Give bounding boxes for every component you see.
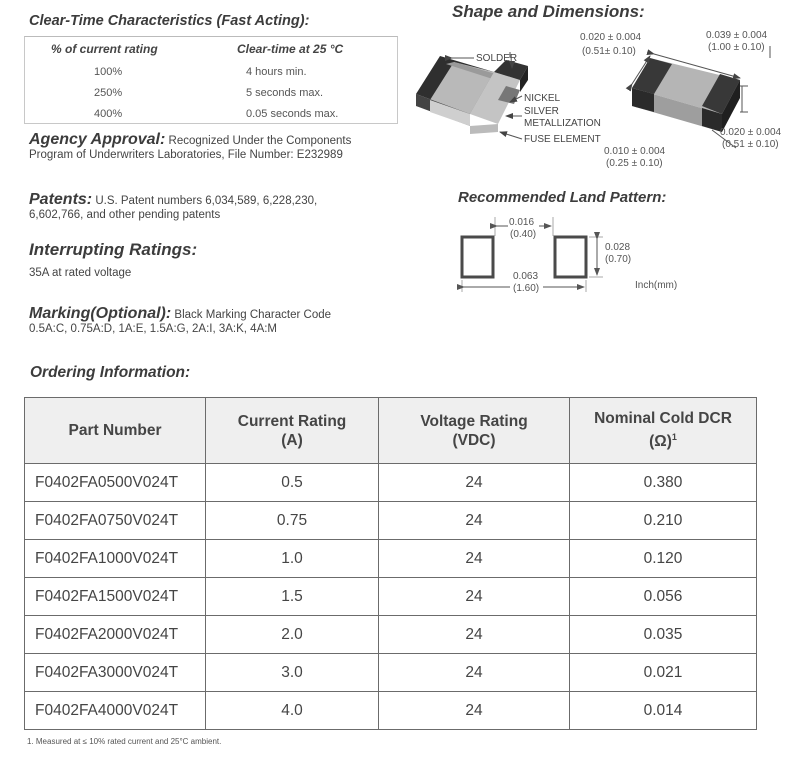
land-height-inch: 0.028 <box>605 242 631 253</box>
label-metallization: METALLIZATION <box>524 118 601 129</box>
current-rating: 3.0 <box>206 654 379 692</box>
current-rating: 0.75 <box>206 502 379 540</box>
table-row <box>25 540 757 578</box>
land-pad-left <box>462 237 493 277</box>
header-current-rating-label: Current Rating <box>237 412 347 430</box>
table-row <box>25 464 757 502</box>
label-fuse-element: FUSE ELEMENT <box>524 134 601 145</box>
dcr-value: 0.210 <box>570 502 757 540</box>
header-voltage-rating-unit: (VDC) <box>452 431 496 449</box>
clear-time-header-time: Clear-time at 25 °C <box>237 42 344 56</box>
patents-text-2: 6,602,766, and other pending patents <box>29 209 221 221</box>
part-number: F0402FA0750V024T <box>25 502 206 540</box>
clear-time-table <box>24 36 398 124</box>
footnote: 1. Measured at ≤ 10% rated current and 25°C ambient. <box>27 737 222 746</box>
current-rating: 2.0 <box>206 616 379 654</box>
land-units: Inch(mm) <box>635 280 678 291</box>
header-voltage-rating-label: Voltage Rating <box>420 412 528 430</box>
part-number: F0402FA1000V024T <box>25 540 206 578</box>
header-dcr-footnote-mark: 1 <box>671 432 677 443</box>
label-solder: SOLDER <box>476 53 518 64</box>
land-total-mm: (1.60) <box>513 283 540 294</box>
fuse-chip-illustration <box>632 58 740 132</box>
clear-time-value: 5 seconds max. <box>246 87 324 99</box>
voltage-rating: 24 <box>379 616 570 654</box>
clear-time-rating: 250% <box>94 87 123 99</box>
land-gap-mm: (0.40) <box>510 229 537 240</box>
patents-text: U.S. Patent numbers 6,034,589, 6,228,230, <box>95 195 318 207</box>
header-current-rating-unit: (A) <box>281 431 303 449</box>
agency-approval-text-2: Program of Underwriters Laboratories, File Number: E232989 <box>29 149 343 161</box>
agency-approval-text: Recognized Under the Components <box>168 135 352 147</box>
header-voltage-rating <box>379 398 570 464</box>
part-number: F0402FA4000V024T <box>25 692 206 730</box>
current-rating: 1.5 <box>206 578 379 616</box>
dcr-value: 0.120 <box>570 540 757 578</box>
agency-approval <box>29 133 351 162</box>
dcr-value: 0.035 <box>570 616 757 654</box>
ordering-header-row <box>25 398 757 464</box>
fuse-cutaway-illustration <box>416 56 528 134</box>
dim-height-inch: 0.020 ± 0.004 <box>720 127 782 138</box>
dim-terminal-mm: (0.25 ± 0.10) <box>606 158 663 169</box>
dim-length-mm: (1.00 ± 0.10) <box>708 42 765 53</box>
land-pattern-drawing <box>455 212 695 296</box>
dim-width-mm: (0.51± 0.10) <box>582 46 636 57</box>
voltage-rating: 24 <box>379 464 570 502</box>
agency-approval-lead: Agency Approval: <box>29 131 166 148</box>
land-pattern-title: Recommended Land Pattern: <box>458 189 667 206</box>
header-dcr <box>570 398 757 464</box>
dim-height-mm: (0.51 ± 0.10) <box>722 139 779 150</box>
fuse-dimension-drawing <box>410 28 790 173</box>
marking <box>29 307 331 336</box>
land-height-mm: (0.70) <box>605 254 632 265</box>
interrupting-ratings-text: 35A at rated voltage <box>29 267 132 279</box>
header-dcr-unit: (Ω) <box>649 433 672 451</box>
dim-length-inch: 0.039 ± 0.004 <box>706 30 768 41</box>
dcr-value: 0.056 <box>570 578 757 616</box>
patents <box>29 193 317 222</box>
header-dcr-label: Nominal Cold DCR <box>594 410 732 428</box>
label-nickel: NICKEL <box>524 93 561 104</box>
voltage-rating: 24 <box>379 502 570 540</box>
header-current-rating <box>206 398 379 464</box>
dim-terminal-inch: 0.010 ± 0.004 <box>604 146 666 157</box>
part-number: F0402FA0500V024T <box>25 464 206 502</box>
label-silver: SILVER <box>524 106 559 117</box>
current-rating: 0.5 <box>206 464 379 502</box>
table-row <box>25 578 757 616</box>
voltage-rating: 24 <box>379 692 570 730</box>
patents-lead: Patents: <box>29 191 93 208</box>
clear-time-rating: 400% <box>94 108 123 120</box>
current-rating: 4.0 <box>206 692 379 730</box>
header-part-number-label: Part Number <box>68 422 162 439</box>
voltage-rating: 24 <box>379 540 570 578</box>
table-row <box>25 502 757 540</box>
dim-width-inch: 0.020 ± 0.004 <box>580 32 642 43</box>
marking-text: Black Marking Character Code <box>174 309 332 321</box>
clear-time-value: 4 hours min. <box>246 66 307 78</box>
voltage-rating: 24 <box>379 578 570 616</box>
ordering-info-title: Ordering Information: <box>30 364 191 381</box>
land-gap-inch: 0.016 <box>509 217 535 228</box>
marking-codes: 0.5A:C, 0.75A:D, 1A:E, 1.5A:G, 2A:I, 3A:K, 4A:M <box>29 323 278 335</box>
voltage-rating: 24 <box>379 654 570 692</box>
table-row <box>25 616 757 654</box>
clear-time-rating: 100% <box>94 66 123 78</box>
part-number: F0402FA1500V024T <box>25 578 206 616</box>
clear-time-title: Clear-Time Characteristics (Fast Acting): <box>29 13 310 29</box>
shape-dimensions-title: Shape and Dimensions: <box>452 2 645 21</box>
land-pad-right <box>555 237 586 277</box>
clear-time-value: 0.05 seconds max. <box>246 108 339 120</box>
dcr-value: 0.021 <box>570 654 757 692</box>
current-rating: 1.0 <box>206 540 379 578</box>
land-total-inch: 0.063 <box>513 271 539 282</box>
part-number: F0402FA2000V024T <box>25 616 206 654</box>
header-part-number <box>25 398 206 464</box>
dcr-value: 0.380 <box>570 464 757 502</box>
marking-lead: Marking(Optional): <box>29 305 172 322</box>
table-row <box>25 654 757 692</box>
clear-time-header-rating: % of current rating <box>51 42 158 56</box>
interrupting-ratings-title: Interrupting Ratings: <box>29 240 198 259</box>
ordering-table <box>24 397 757 730</box>
dcr-value: 0.014 <box>570 692 757 730</box>
part-number: F0402FA3000V024T <box>25 654 206 692</box>
table-row <box>25 692 757 730</box>
